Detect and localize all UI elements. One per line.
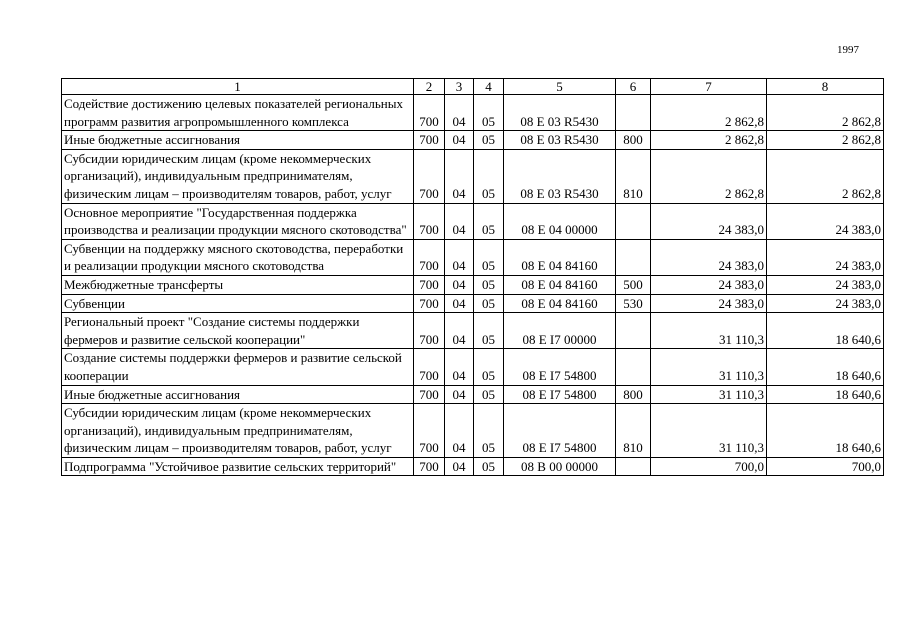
cell-ministry: 700 bbox=[414, 349, 445, 385]
table-row bbox=[62, 404, 884, 458]
cell-section: 04 bbox=[445, 203, 474, 239]
cell-target-article: 08 E 03 R5430 bbox=[504, 131, 616, 150]
cell-target-article: 08 E 04 84160 bbox=[504, 239, 616, 275]
column-header: 5 bbox=[504, 79, 616, 95]
cell-expense-type bbox=[616, 349, 651, 385]
cell-subsection: 05 bbox=[474, 349, 504, 385]
column-header: 8 bbox=[767, 79, 884, 95]
table-row bbox=[62, 149, 884, 203]
column-header: 3 bbox=[445, 79, 474, 95]
cell-amount-2: 2 862,8 bbox=[767, 95, 884, 131]
row-name: Субсидии юридическим лицам (кроме некоммерческих организаций), индивидуальным предпринимателям, физическим лицам – производителям товаров, работ, услуг bbox=[62, 404, 414, 458]
cell-section: 04 bbox=[445, 95, 474, 131]
cell-expense-type bbox=[616, 203, 651, 239]
cell-ministry: 700 bbox=[414, 294, 445, 313]
cell-amount-1: 31 110,3 bbox=[651, 385, 767, 404]
cell-section: 04 bbox=[445, 404, 474, 458]
cell-target-article: 08 E I7 54800 bbox=[504, 385, 616, 404]
table-row bbox=[62, 131, 884, 150]
cell-subsection: 05 bbox=[474, 149, 504, 203]
cell-ministry: 700 bbox=[414, 457, 445, 476]
cell-expense-type: 810 bbox=[616, 404, 651, 458]
budget-table bbox=[61, 78, 884, 476]
cell-amount-2: 24 383,0 bbox=[767, 294, 884, 313]
cell-target-article: 08 E 04 84160 bbox=[504, 275, 616, 294]
cell-target-article: 08 E I7 54800 bbox=[504, 349, 616, 385]
cell-ministry: 700 bbox=[414, 385, 445, 404]
row-name: Региональный проект "Создание системы поддержки фермеров и развитие сельской кооперации" bbox=[62, 313, 414, 349]
cell-amount-2: 18 640,6 bbox=[767, 385, 884, 404]
cell-expense-type: 800 bbox=[616, 385, 651, 404]
cell-amount-1: 31 110,3 bbox=[651, 349, 767, 385]
cell-subsection: 05 bbox=[474, 239, 504, 275]
page-number: 1997 bbox=[837, 44, 859, 56]
cell-expense-type bbox=[616, 457, 651, 476]
cell-amount-2: 18 640,6 bbox=[767, 313, 884, 349]
cell-target-article: 08 E 04 00000 bbox=[504, 203, 616, 239]
cell-section: 04 bbox=[445, 131, 474, 150]
cell-target-article: 08 E 03 R5430 bbox=[504, 95, 616, 131]
row-name: Основное мероприятие "Государственная поддержка производства и реализации продукции мясного скотоводства" bbox=[62, 203, 414, 239]
cell-section: 04 bbox=[445, 457, 474, 476]
cell-amount-1: 31 110,3 bbox=[651, 404, 767, 458]
cell-section: 04 bbox=[445, 149, 474, 203]
table-row bbox=[62, 239, 884, 275]
cell-subsection: 05 bbox=[474, 203, 504, 239]
cell-expense-type: 800 bbox=[616, 131, 651, 150]
cell-target-article: 08 E 03 R5430 bbox=[504, 149, 616, 203]
cell-amount-2: 24 383,0 bbox=[767, 203, 884, 239]
cell-expense-type bbox=[616, 95, 651, 131]
cell-amount-2: 24 383,0 bbox=[767, 275, 884, 294]
cell-amount-2: 18 640,6 bbox=[767, 404, 884, 458]
table-row bbox=[62, 313, 884, 349]
cell-amount-1: 2 862,8 bbox=[651, 131, 767, 150]
cell-target-article: 08 E I7 00000 bbox=[504, 313, 616, 349]
column-header: 1 bbox=[62, 79, 414, 95]
header-row bbox=[62, 79, 884, 95]
cell-amount-2: 2 862,8 bbox=[767, 149, 884, 203]
cell-ministry: 700 bbox=[414, 404, 445, 458]
table-row bbox=[62, 275, 884, 294]
cell-subsection: 05 bbox=[474, 131, 504, 150]
cell-expense-type bbox=[616, 313, 651, 349]
cell-ministry: 700 bbox=[414, 131, 445, 150]
cell-amount-1: 2 862,8 bbox=[651, 95, 767, 131]
cell-target-article: 08 B 00 00000 bbox=[504, 457, 616, 476]
column-header: 2 bbox=[414, 79, 445, 95]
cell-ministry: 700 bbox=[414, 313, 445, 349]
cell-ministry: 700 bbox=[414, 239, 445, 275]
cell-subsection: 05 bbox=[474, 294, 504, 313]
table-row bbox=[62, 349, 884, 385]
column-header: 6 bbox=[616, 79, 651, 95]
cell-amount-2: 2 862,8 bbox=[767, 131, 884, 150]
table-row bbox=[62, 457, 884, 476]
cell-section: 04 bbox=[445, 349, 474, 385]
cell-subsection: 05 bbox=[474, 457, 504, 476]
cell-subsection: 05 bbox=[474, 95, 504, 131]
row-name: Субвенции на поддержку мясного скотоводства, переработки и реализации продукции мясного скотоводства bbox=[62, 239, 414, 275]
column-header: 7 bbox=[651, 79, 767, 95]
cell-amount-2: 18 640,6 bbox=[767, 349, 884, 385]
cell-expense-type: 810 bbox=[616, 149, 651, 203]
cell-expense-type: 530 bbox=[616, 294, 651, 313]
cell-section: 04 bbox=[445, 239, 474, 275]
row-name: Подпрограмма "Устойчивое развитие сельских территорий" bbox=[62, 457, 414, 476]
cell-amount-1: 24 383,0 bbox=[651, 275, 767, 294]
cell-amount-1: 24 383,0 bbox=[651, 294, 767, 313]
cell-section: 04 bbox=[445, 275, 474, 294]
table-row bbox=[62, 294, 884, 313]
row-name: Иные бюджетные ассигнования bbox=[62, 385, 414, 404]
cell-ministry: 700 bbox=[414, 95, 445, 131]
cell-subsection: 05 bbox=[474, 385, 504, 404]
cell-amount-2: 24 383,0 bbox=[767, 239, 884, 275]
row-name: Субсидии юридическим лицам (кроме некоммерческих организаций), индивидуальным предпринимателям, физическим лицам – производителям товаров, работ, услуг bbox=[62, 149, 414, 203]
row-name: Создание системы поддержки фермеров и развитие сельской кооперации bbox=[62, 349, 414, 385]
table-row bbox=[62, 203, 884, 239]
cell-amount-1: 24 383,0 bbox=[651, 239, 767, 275]
cell-expense-type bbox=[616, 239, 651, 275]
cell-ministry: 700 bbox=[414, 275, 445, 294]
cell-target-article: 08 E I7 54800 bbox=[504, 404, 616, 458]
table-row bbox=[62, 95, 884, 131]
cell-subsection: 05 bbox=[474, 313, 504, 349]
cell-section: 04 bbox=[445, 313, 474, 349]
cell-amount-1: 2 862,8 bbox=[651, 149, 767, 203]
cell-subsection: 05 bbox=[474, 275, 504, 294]
cell-amount-2: 700,0 bbox=[767, 457, 884, 476]
cell-ministry: 700 bbox=[414, 149, 445, 203]
cell-section: 04 bbox=[445, 294, 474, 313]
cell-subsection: 05 bbox=[474, 404, 504, 458]
column-header: 4 bbox=[474, 79, 504, 95]
cell-expense-type: 500 bbox=[616, 275, 651, 294]
row-name: Межбюджетные трансферты bbox=[62, 275, 414, 294]
row-name: Иные бюджетные ассигнования bbox=[62, 131, 414, 150]
cell-section: 04 bbox=[445, 385, 474, 404]
cell-ministry: 700 bbox=[414, 203, 445, 239]
row-name: Содействие достижению целевых показателей региональных программ развития агропромышленного комплекса bbox=[62, 95, 414, 131]
cell-amount-1: 31 110,3 bbox=[651, 313, 767, 349]
cell-amount-1: 24 383,0 bbox=[651, 203, 767, 239]
table-row bbox=[62, 385, 884, 404]
row-name: Субвенции bbox=[62, 294, 414, 313]
cell-target-article: 08 E 04 84160 bbox=[504, 294, 616, 313]
cell-amount-1: 700,0 bbox=[651, 457, 767, 476]
